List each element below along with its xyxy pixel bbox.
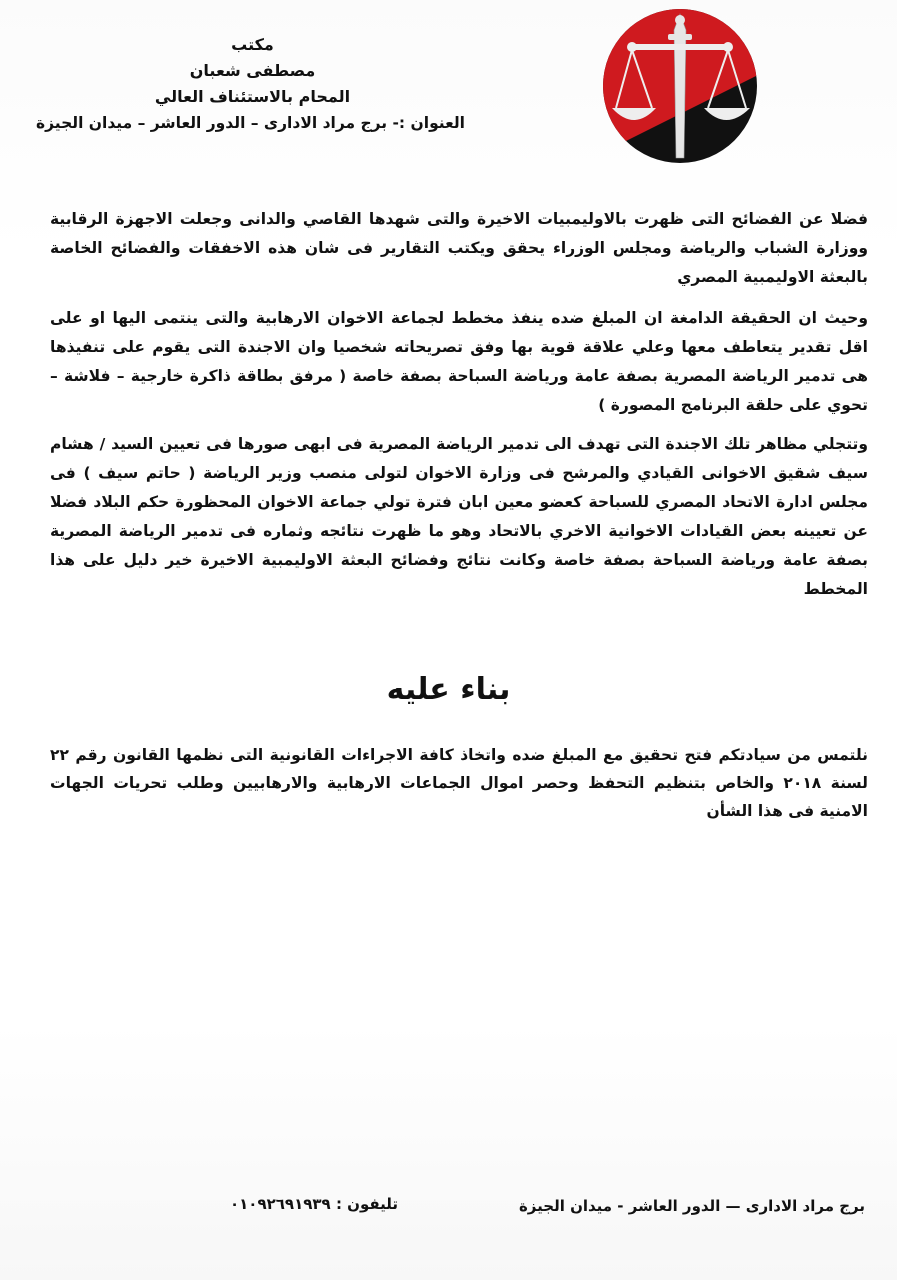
section-heading: بناء عليه [386, 672, 511, 707]
letterhead [35, 32, 465, 136]
request-paragraph: نلتمس من سيادتكم فتح تحقيق مع المبلغ ضده واتخاذ كافة الاجراءات القانونية التى نظمها القانون رقم ٢٢ لسنة ٢٠١٨ والخاص بتنظيم التحفظ وحصر اموال الجماعات الارهابية والارهابيين وطلب تحريات الجهات الامنية فى هذا الشأن [50, 746, 868, 820]
footer-phone: تليفون : ٠١٠٩٢٦٩١٩٣٩ [230, 1195, 399, 1213]
office-address: العنوان :- برج مراد الادارى – الدور العاشر – ميدان الجيزة [35, 114, 465, 132]
paragraph-agenda: وحيث ان الحقيقة الدامغة ان المبلغ ضده ينفذ مخطط لجماعة الاخوان الارهابية والتى ينتمى اليها او على اقل تقدير يتعاطف معها وعلي علاقة قوية بها وفق تصريحاته شخصيا وان الاجندة التى يقوم على تنفيذها هى تدمير الرياضة المصرية بصفة عامة ورياضة السباحة بصفة خاصة ( مرفق بطاقة ذاكرة خارجية – فلاشة – تحوي على حلقة البرنامج المصورة ) [50, 309, 868, 414]
scales-of-justice-icon [602, 8, 758, 164]
lawyer-name: مصطفى شعبان [189, 61, 316, 80]
lawyer-title: المحام بالاستئناف العالي [154, 87, 351, 106]
paragraph-appointments: وتتجلي مظاهر تلك الاجندة التى تهدف الى تدمير الرياضة المصرية فى ابهى صورها فى تعيين السيد / هشام سيف شقيق الاخوانى القيادي والمرشح فى وزارة الاخوان لتولى منصب وزير الرياضة ( حاتم سيف ) فى مجلس ادارة الاتحاد المصري للسباحة كعضو معين ابان فترة تولي جماعة الاخوان المحظورة حكم البلاد فضلا عن تعيينه بعض القيادات الاخوانية الاخري بالاتحاد وهو ما ظهرت نتائجه وثماره فى تدمير الرياضة المصرية بصفة عامة ورياضة السباحة بصفة خاصة وكانت نتائج وفضائح البعثة الاوليمبية الاخيرة خير دليل على هذا المخطط [50, 435, 868, 598]
office-label: مكتب [231, 35, 274, 54]
paragraph-olympics-scandals: فضلا عن الفضائح التى ظهرت بالاوليمبيات الاخيرة والتى شهدها القاصي والدانى وجعلت الاجهزة الرقابية ووزارة الشباب والرياضة ومجلس الوزراء يحقق ويكتب التقارير فى شان هذه الاخفقات والفضائح الخاصة بالبعثة الاوليمبية المصري [50, 210, 868, 286]
footer-address: برج مراد الادارى — الدور العاشر - ميدان الجيزة [518, 1197, 865, 1215]
